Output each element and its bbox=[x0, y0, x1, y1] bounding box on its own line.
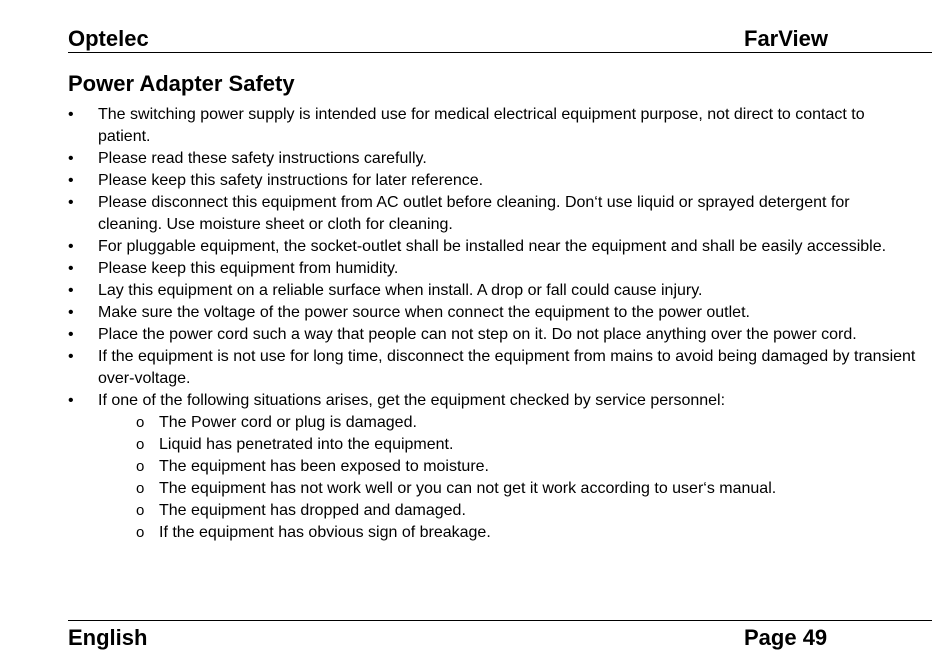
header-product: FarView bbox=[744, 26, 828, 51]
bullet-item: • Please disconnect this equipment from AC outlet before cleaning. Don‘t use liquid or sprayed detergent for cleaning. Use moisture sheet or cloth for cleaning. bbox=[68, 192, 918, 236]
page-number: Page 49 bbox=[744, 625, 828, 650]
safety-bullet-list bbox=[68, 104, 918, 544]
page-header bbox=[68, 24, 932, 53]
bullet-item: • Place the power cord such a way that people can not step on it. Do not place anything over the power cord. bbox=[68, 324, 918, 346]
bullet-item: • Make sure the voltage of the power source when connect the equipment to the power outlet. bbox=[68, 302, 918, 324]
bullet-item: • Lay this equipment on a reliable surface when install. A drop or fall could cause injury. bbox=[68, 280, 918, 302]
sub-bullet-item: o The equipment has not work well or you can not get it work according to user‘s manual. bbox=[98, 478, 918, 500]
bullet-item: • Please keep this safety instructions for later reference. bbox=[68, 170, 918, 192]
bullet-item: • Please keep this equipment from humidity. bbox=[68, 258, 918, 280]
bullet-item: • The switching power supply is intended use for medical electrical equipment purpose, not direct to contact to patient. bbox=[68, 104, 918, 148]
bullet-item: • Please read these safety instructions carefully. bbox=[68, 148, 918, 170]
footer-language: English bbox=[68, 625, 148, 650]
sub-bullet-item: o The Power cord or plug is damaged. bbox=[98, 412, 918, 434]
bullet-item: • For pluggable equipment, the socket-outlet shall be installed near the equipment and shall be easily accessible. bbox=[68, 236, 918, 258]
sub-bullet-item: o If the equipment has obvious sign of breakage. bbox=[98, 522, 918, 544]
header-brand: Optelec bbox=[68, 26, 149, 51]
bullet-item-text: If one of the following situations arises, get the equipment checked by service personnel: bbox=[98, 392, 726, 409]
sub-bullet-item: o The equipment has dropped and damaged. bbox=[98, 500, 918, 522]
situation-sub-list bbox=[98, 412, 918, 544]
section-title: Power Adapter Safety bbox=[68, 71, 295, 96]
sub-bullet-item: o Liquid has penetrated into the equipment. bbox=[98, 434, 918, 456]
sub-bullet-item: o The equipment has been exposed to moisture. bbox=[98, 456, 918, 478]
bullet-item bbox=[68, 390, 918, 544]
bullet-item: • If the equipment is not use for long time, disconnect the equipment from mains to avoid being damaged by transient over-voltage. bbox=[68, 346, 918, 390]
page-footer bbox=[68, 620, 932, 653]
